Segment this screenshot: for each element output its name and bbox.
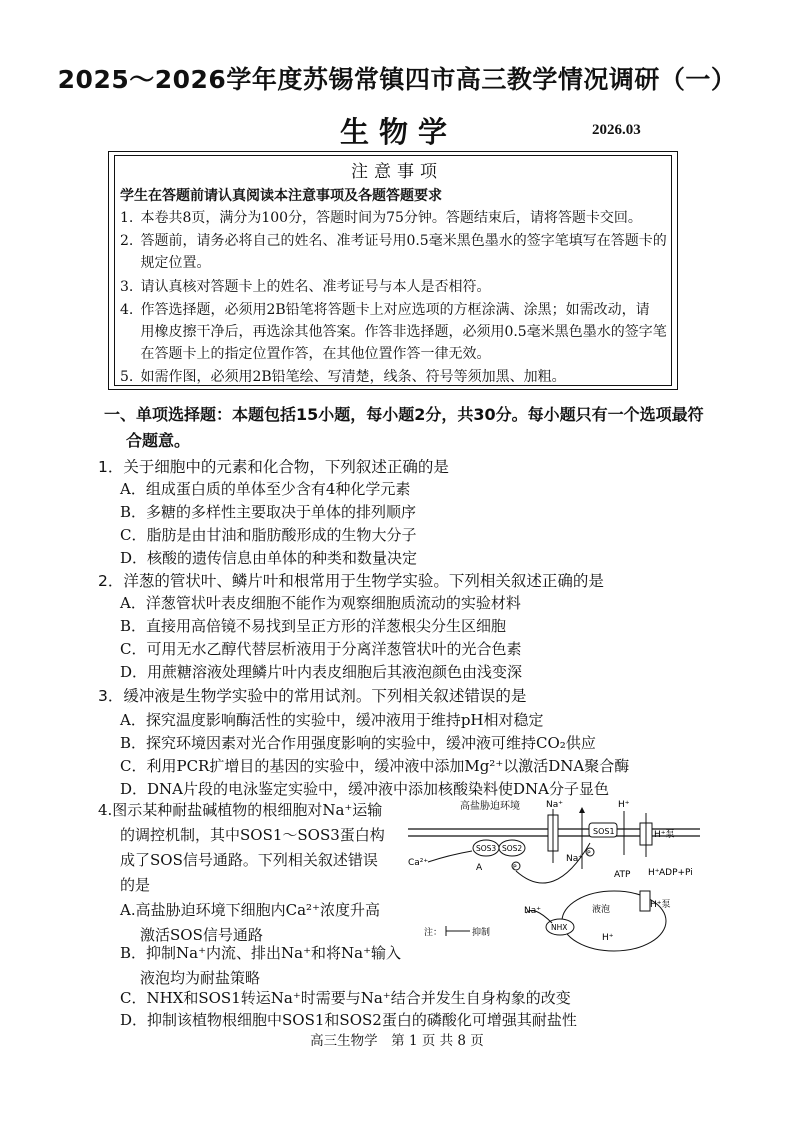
svg-text:P: P	[513, 864, 517, 871]
environment-label: 高盐胁迫环境	[460, 801, 520, 812]
question-3-option-a: A．探究温度影响酶活性的实验中，缓冲液用于维持pH相对稳定	[120, 711, 544, 729]
question-4-option-d: D．抑制该植物根细胞中SOS1和SOS2蛋白的磷酸化可增强其耐盐性	[120, 1011, 577, 1029]
section-heading: 一、单项选择题：本题包括15小题，每小题2分，共30分。每小题只有一个选项最符 合题意。	[104, 405, 704, 450]
question-3-stem: 3．缓冲液是生物学实验中的常用试剂。下列相关叙述错误的是	[98, 687, 527, 705]
question-4-option-b: B．抑制Na⁺内流、排出Na⁺和将Na⁺输入 液泡均为耐盐策略	[120, 944, 401, 987]
notice-item-3: 3. 请认真核对答题卡上的姓名、准考证号与本人是否相符。	[120, 279, 491, 295]
notice-lead: 学生在答题前请认真阅读本注意事项及各题答题要求	[120, 188, 442, 204]
question-2-stem: 2．洋葱的管状叶、鳞片叶和根常用于生物学实验。下列相关叙述正确的是	[98, 572, 604, 590]
svg-text:SOS1: SOS1	[593, 827, 615, 836]
notice-item-4: 4. 作答选择题，必须用2B铅笔将答题卡上对应选项的方框涂满、涂黑；如需改动，请 用橡皮擦干净后，再选涂其他答案。作答非选择题，必须用0.5毫米黑色墨水的签字笔 在答题卡上的指定位置作答，在其他位置作答一律无效。	[120, 302, 667, 362]
question-4-stem: 4.图示某种耐盐碱植物的根细胞对Na⁺运输 的调控机制，其中SOS1～SOS3蛋白构 成了SOS信号通路。下列相关叙述错误 的是	[98, 801, 385, 894]
question-1-option-b: B．多糖的多样性主要取决于单体的排列顺序	[120, 503, 417, 521]
svg-text:H⁺泵: H⁺泵	[650, 900, 671, 910]
question-1-option-d: D．核酸的遗传信息由单体的种类和数量决定	[120, 549, 418, 567]
svg-text:Na⁺: Na⁺	[524, 906, 541, 916]
subject-title: 生物学	[340, 115, 458, 149]
h-pump-vacuole	[640, 891, 650, 911]
svg-text:NHX: NHX	[551, 923, 568, 932]
svg-text:SOS3: SOS3	[476, 844, 497, 853]
question-4-option-c: C．NHX和SOS1转运Na⁺时需要与Na⁺结合并发生自身构象的改变	[120, 989, 571, 1007]
svg-text:Na⁺: Na⁺	[566, 854, 583, 864]
svg-text:Ca²⁺: Ca²⁺	[408, 858, 429, 868]
svg-text:液泡: 液泡	[592, 905, 611, 915]
question-4-option-a: A.高盐胁迫环境下细胞内Ca²⁺浓度升高 激活SOS信号通路	[120, 901, 380, 944]
sos-pathway-diagram	[404, 795, 704, 970]
notice-title: 注意事项	[351, 162, 443, 182]
notice-item-5: 5. 如需作图，必须用2B铅笔绘、写清楚，线条、符号等须加黑、加粗。	[120, 369, 566, 385]
question-3-option-d: D．DNA片段的电泳鉴定实验中，缓冲液中添加核酸染料使DNA分子显色	[120, 780, 609, 798]
svg-text:H⁺: H⁺	[648, 868, 660, 878]
svg-text:抑制: 抑制	[472, 928, 491, 938]
question-3-option-b: B．探究环境因素对光合作用强度影响的实验中，缓冲液可维持CO₂供应	[120, 734, 596, 752]
notice-item-2: 2. 答题前，请务必将自己的姓名、准考证号用0.5毫米黑色墨水的签字笔填写在答题卡的 规定位置。	[120, 233, 667, 271]
svg-text:ATP: ATP	[614, 870, 631, 880]
exam-date: 2026.03	[592, 122, 641, 138]
svg-text:P: P	[587, 850, 591, 857]
svg-text:H⁺: H⁺	[602, 933, 614, 943]
question-3-option-c: C．利用PCR扩增目的基因的实验中，缓冲液中添加Mg²⁺以激活DNA聚合酶	[120, 757, 630, 775]
svg-text:SOS2: SOS2	[502, 844, 523, 853]
question-1-option-a: A．组成蛋白质的单体至少含有4种化学元素	[120, 480, 411, 498]
question-2-option-a: A．洋葱管状叶表皮细胞不能作为观察细胞质流动的实验材料	[120, 594, 521, 612]
svg-text:ADP+Pi: ADP+Pi	[659, 868, 693, 878]
svg-text:注：: 注：	[424, 928, 443, 938]
svg-text:H⁺泵: H⁺泵	[654, 830, 675, 840]
exam-title: 2025～2026学年度苏锡常镇四市高三教学情况调研（一）	[57, 65, 737, 94]
svg-text:A: A	[476, 863, 483, 873]
question-1-stem: 1．关于细胞中的元素和化合物，下列叙述正确的是	[98, 458, 449, 476]
page-footer: 高三生物学 第 1 页 共 8 页	[310, 1033, 484, 1049]
notice-item-1: 1. 本卷共8页，满分为100分，答题时间为75分钟。答题结束后，请将答题卡交回。	[120, 210, 642, 226]
question-2-option-b: B．直接用高倍镜不易找到呈正方形的洋葱根尖分生区细胞	[120, 617, 507, 635]
svg-text:H⁺: H⁺	[618, 800, 630, 810]
question-1-option-c: C．脂肪是由甘油和脂肪酸形成的生物大分子	[120, 526, 417, 544]
question-2-option-c: C．可用无水乙醇代替层析液用于分离洋葱管状叶的光合色素	[120, 640, 522, 658]
svg-text:Na⁺: Na⁺	[546, 800, 563, 810]
question-2-option-d: D．用蔗糖溶液处理鳞片叶内表皮细胞后其液泡颜色由浅变深	[120, 663, 523, 681]
